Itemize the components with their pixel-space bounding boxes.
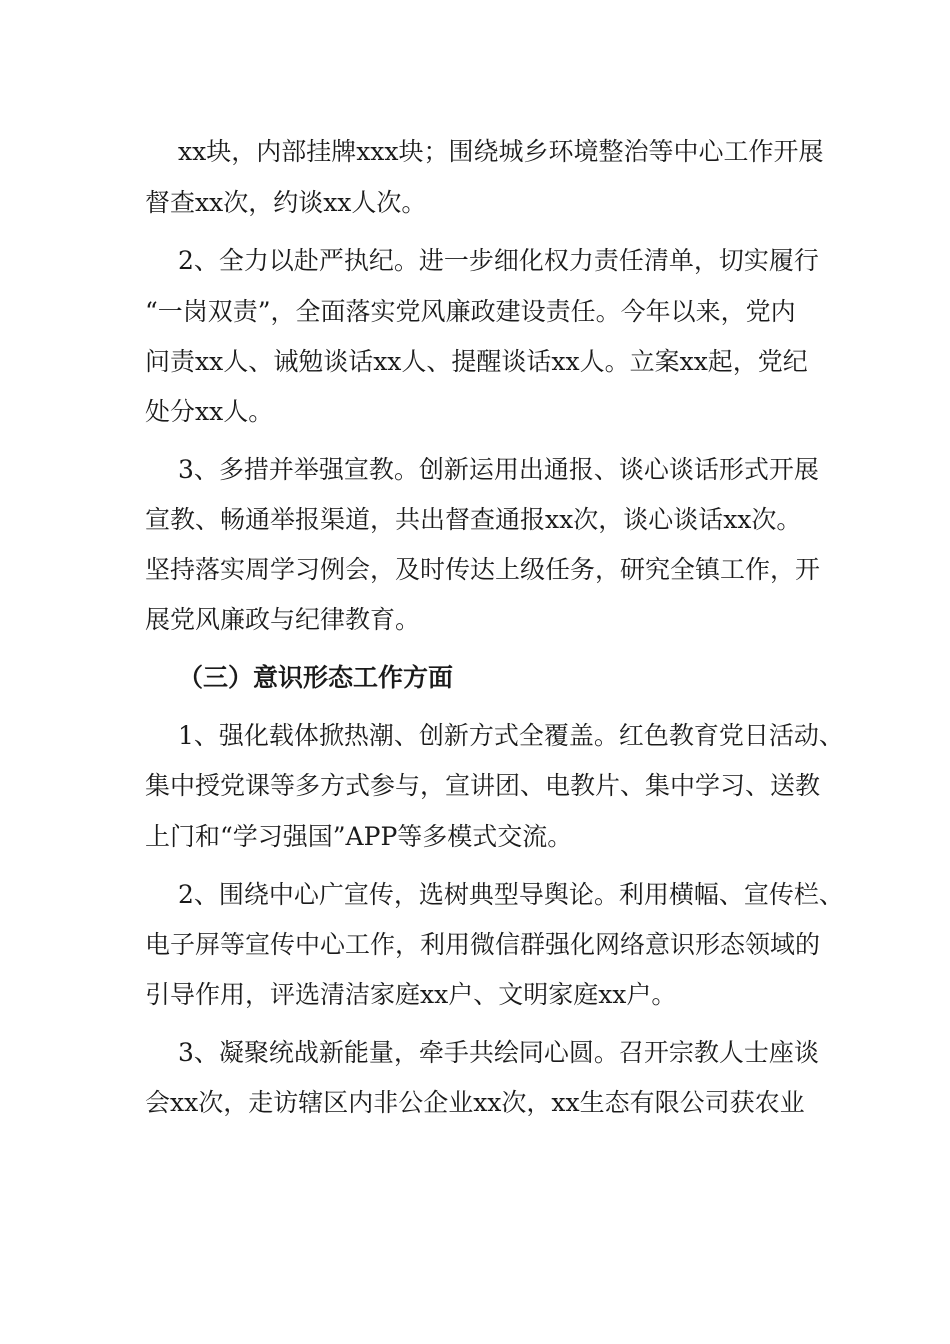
text-line: “一岗双责”，全面落实党风廉政建设责任。今年以来，党内 [145, 297, 796, 326]
text-line: 上门和“学习强国”APP等多模式交流。 [145, 822, 573, 851]
text-line: 处分xx人。 [145, 397, 274, 426]
text-line: 2、全力以赴严执纪。进一步细化权力责任清单，切实履行 [178, 246, 819, 275]
text-line: 2、围绕中心广宣传，选树典型导舆论。利用横幅、宣传栏、 [178, 880, 844, 909]
text-line: 1、强化载体掀热潮、创新方式全覆盖。红色教育党日活动、 [178, 721, 844, 750]
text-line: 电子屏等宣传中心工作，利用微信群强化网络意识形态领域的 [145, 930, 821, 959]
text-line: 3、多措并举强宣教。创新运用出通报、谈心谈话形式开展 [178, 455, 819, 484]
section-heading: （三）意识形态工作方面 [178, 663, 454, 692]
text-line: 督查xx次，约谈xx人次。 [145, 188, 427, 217]
text-line: 坚持落实周学习例会，及时传达上级任务，研究全镇工作，开 [145, 555, 821, 584]
text-line: xx块，内部挂牌xxx块；围绕城乡环境整治等中心工作开展 [178, 137, 824, 166]
text-line: 会xx次，走访辖区内非公企业xx次，xx生态有限公司获农业 [145, 1088, 805, 1117]
text-line: 3、凝聚统战新能量，牵手共绘同心圆。召开宗教人士座谈 [178, 1038, 819, 1067]
text-line: 问责xx人、诫勉谈话xx人、提醒谈话xx人。立案xx起，党纪 [145, 347, 808, 376]
text-line: 集中授党课等多方式参与，宣讲团、电教片、集中学习、送教 [145, 771, 821, 800]
text-line: 引导作用，评选清洁家庭xx户、文明家庭xx户。 [145, 980, 677, 1009]
text-line: 宣教、畅通举报渠道，共出督查通报xx次，谈心谈话xx次。 [145, 505, 802, 534]
text-line: 展党风廉政与纪律教育。 [145, 605, 421, 634]
